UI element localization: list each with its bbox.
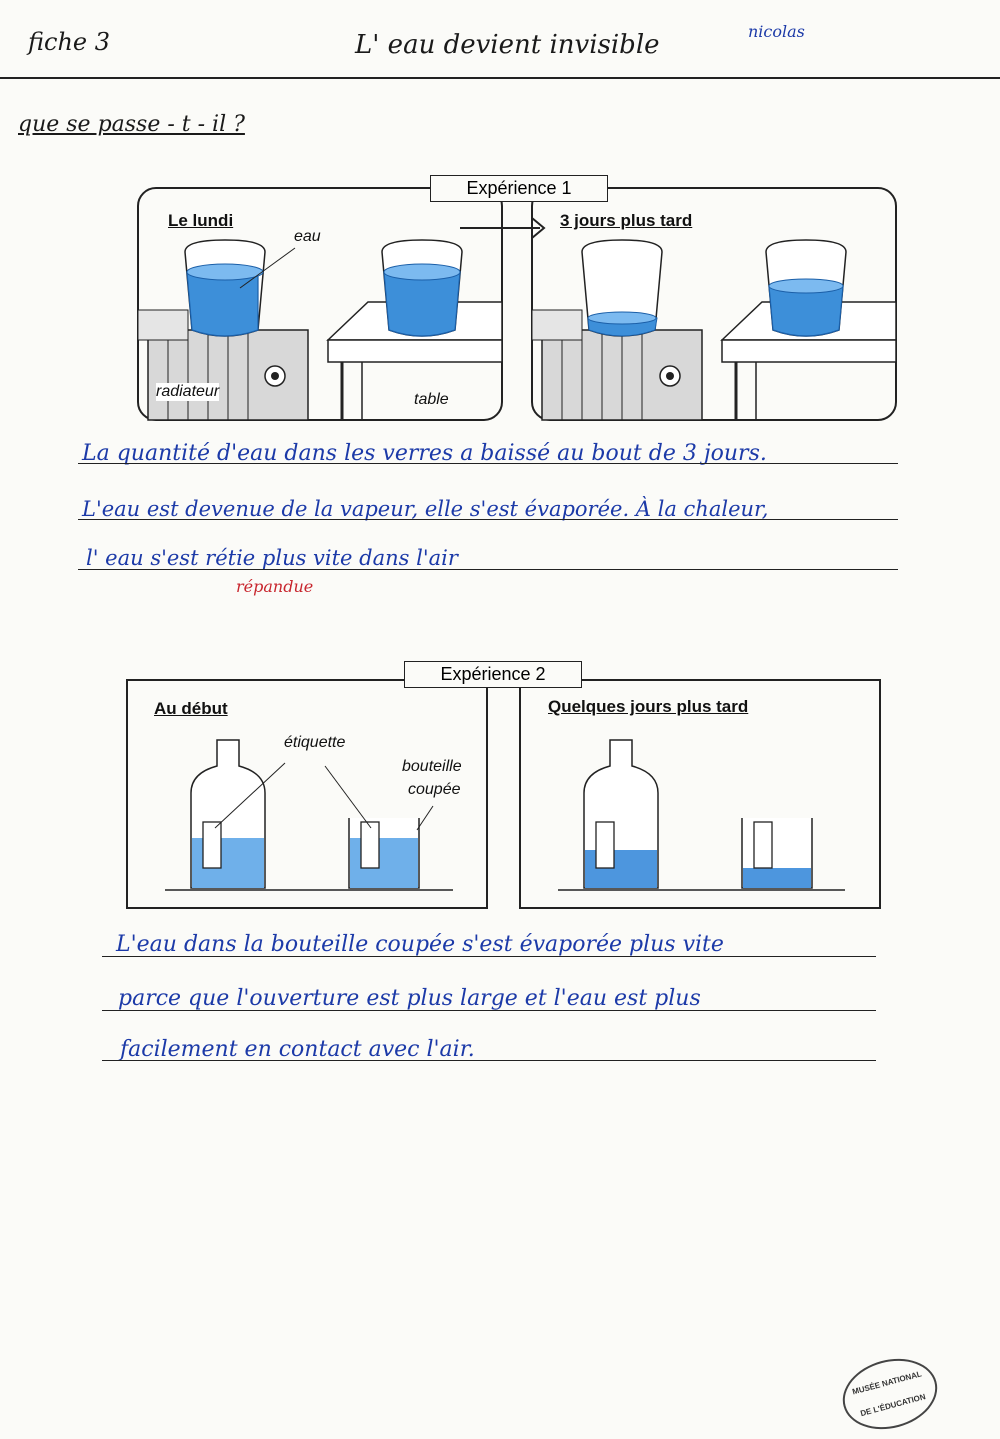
exp1-right-title: 3 jours plus tard xyxy=(560,211,693,230)
label-bottle-line1: bouteille xyxy=(402,758,462,775)
stamp-line-2: DE L'ÉDUCATION xyxy=(859,1392,927,1419)
header-rule xyxy=(0,77,1000,79)
answer2-line-3: facilement en contact avec l'air. xyxy=(120,1037,475,1062)
bottle-after xyxy=(584,740,658,888)
label-tag: étiquette xyxy=(284,734,346,751)
question: que se passe - t - il ? xyxy=(18,112,245,137)
label-bottle-line2: coupée xyxy=(408,781,461,798)
glass-empty-radiator xyxy=(582,240,662,336)
answer1-line-3: l' eau s'est rétie plus vite dans l'air xyxy=(86,546,458,570)
student-name: nicolas xyxy=(748,22,805,41)
glass-full-table xyxy=(382,240,462,336)
cut-bottle-after xyxy=(742,818,812,888)
answer1-line-2: L'eau est devenue de la vapeur, elle s'est évaporée. À la chaleur, xyxy=(82,497,769,521)
label-table: table xyxy=(414,391,449,408)
experience1-illustration xyxy=(130,180,900,425)
experience1-label: Expérience 1 xyxy=(430,175,608,202)
fiche-number: fiche 3 xyxy=(28,28,111,56)
glass-full-radiator xyxy=(185,240,265,336)
bottle-full xyxy=(191,740,265,888)
label-water: eau xyxy=(294,228,321,245)
exp1-left-title: Le lundi xyxy=(168,211,234,230)
experience2-illustration xyxy=(125,678,885,913)
answer2-line-2: parce que l'ouverture est plus large et l'eau est plus xyxy=(118,986,701,1011)
cut-bottle-full xyxy=(349,818,419,888)
label-radiator: radiateur xyxy=(156,383,220,400)
glass-half-table xyxy=(766,240,846,336)
museum-stamp xyxy=(835,1349,945,1439)
stamp-line-1: MUSÉE NATIONAL xyxy=(851,1369,923,1397)
exp2-right-title: Quelques jours plus tard xyxy=(548,697,749,716)
answer1-line-1: La quantité d'eau dans les verres a baissé au bout de 3 jours. xyxy=(82,441,767,466)
answer1-correction: répandue xyxy=(236,577,314,596)
answer2-line-1: L'eau dans la bouteille coupée s'est évaporée plus vite xyxy=(116,932,724,957)
page-title: L' eau devient invisible xyxy=(355,30,660,60)
exp2-left-title: Au début xyxy=(154,699,228,718)
experience2-label: Expérience 2 xyxy=(404,661,582,688)
